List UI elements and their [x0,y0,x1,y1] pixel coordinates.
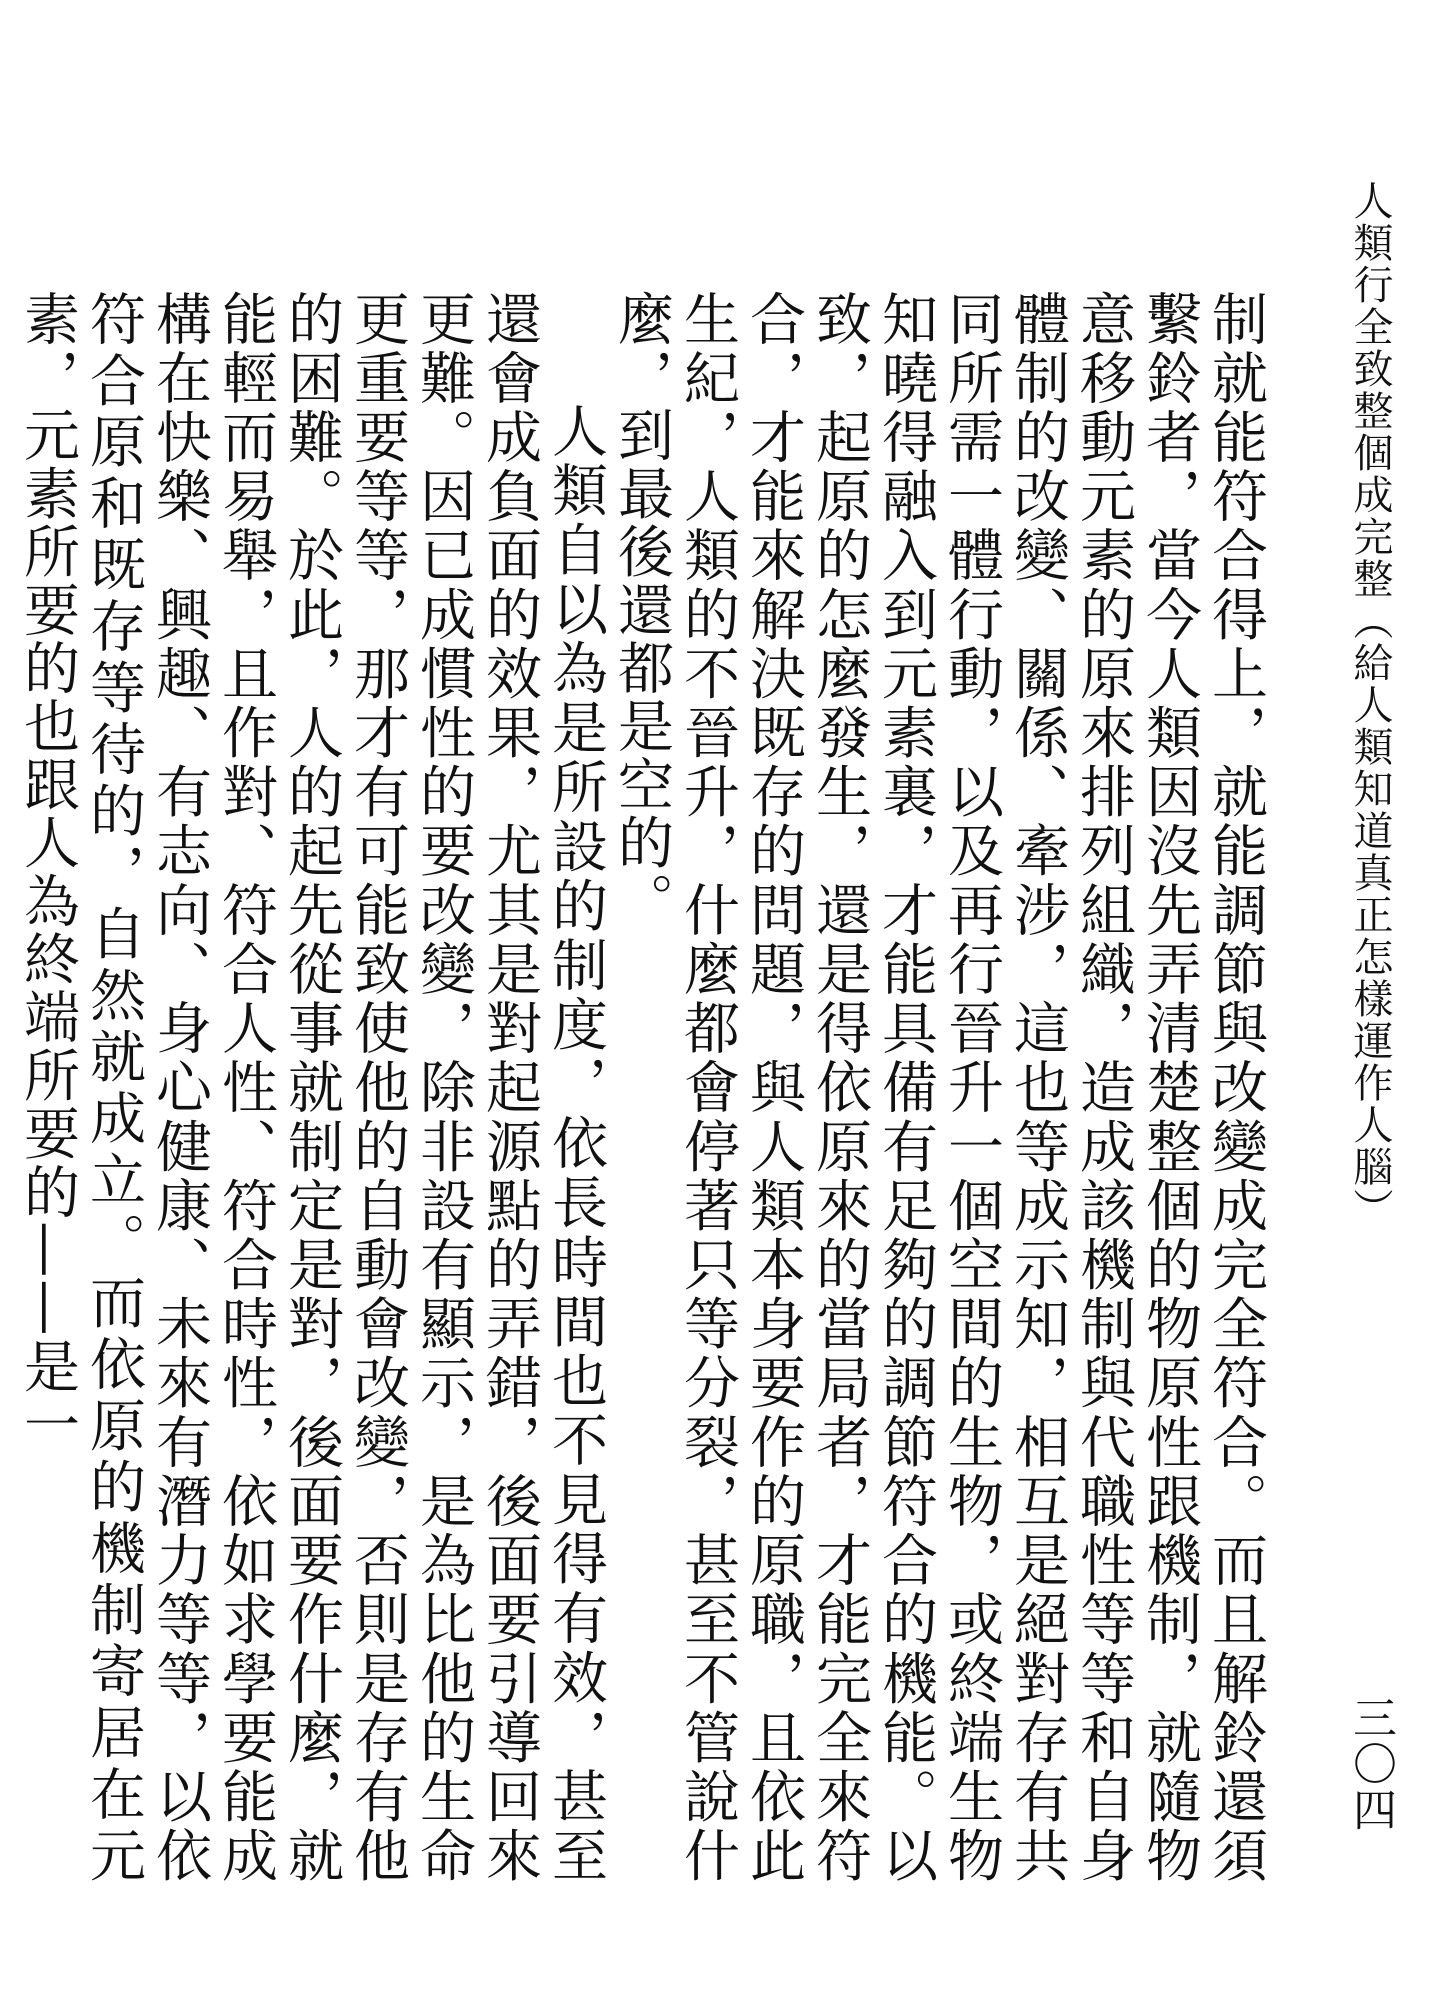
running-header-title: 人類行全致整個成完整（給人類知道真正怎樣運作人腦） [1347,180,1393,1230]
page-number: 三〇四 [1345,1695,1396,1833]
body-text [15,290,1268,1885]
paragraph: 人類自以為是所設的制度，依長時間也不見得有效，甚至還會成負面的效果，尤其是對起源點的弄錯，後面要引導回來更難。因已成慣性的要改變，除非設有顯示，是為比他的生命更重要等等，那才有可能致使他的自動會改變，否則是存有他的困難。於此，人的起先從事就制定是對，後面要作什麼，就能輕而易舉，且作對、符合人性、符合時性，依如求學要能成構在快樂、興趣、有志向、身心健康、未來有潛力等等，以依符合原和既存等待的，自然就成立。而依原的機制寄居在元素，元素所要的也跟人為終端所要的——是一 [15,290,608,1885]
paragraph-continued: 制就能符合得上，就能調節與改變成完全符合。而且解鈴還須繫鈴者，當今人類因沒先弄清楚整個的物原性跟機制，就隨物意移動元素的原來排列組織，造成該機制與代職性等等和自身體制的改變、關係、牽涉，這也等成示知，相互是絕對存有共同所需一體行動，以及再行晉升一個空間的生物，或終端生物知曉得融入到元素裏，才能具備有足夠的調節符合的機能。以致，起原的怎麼發生，還是得依原來的當局者，才能完全來符合，才能來解決既存的問題，與人類本身要作的原職，且依此生紀，人類的不晉升，什麼都會停著只等分裂，甚至不管說什麼，到最後還都是空的。 [609,290,1268,1885]
